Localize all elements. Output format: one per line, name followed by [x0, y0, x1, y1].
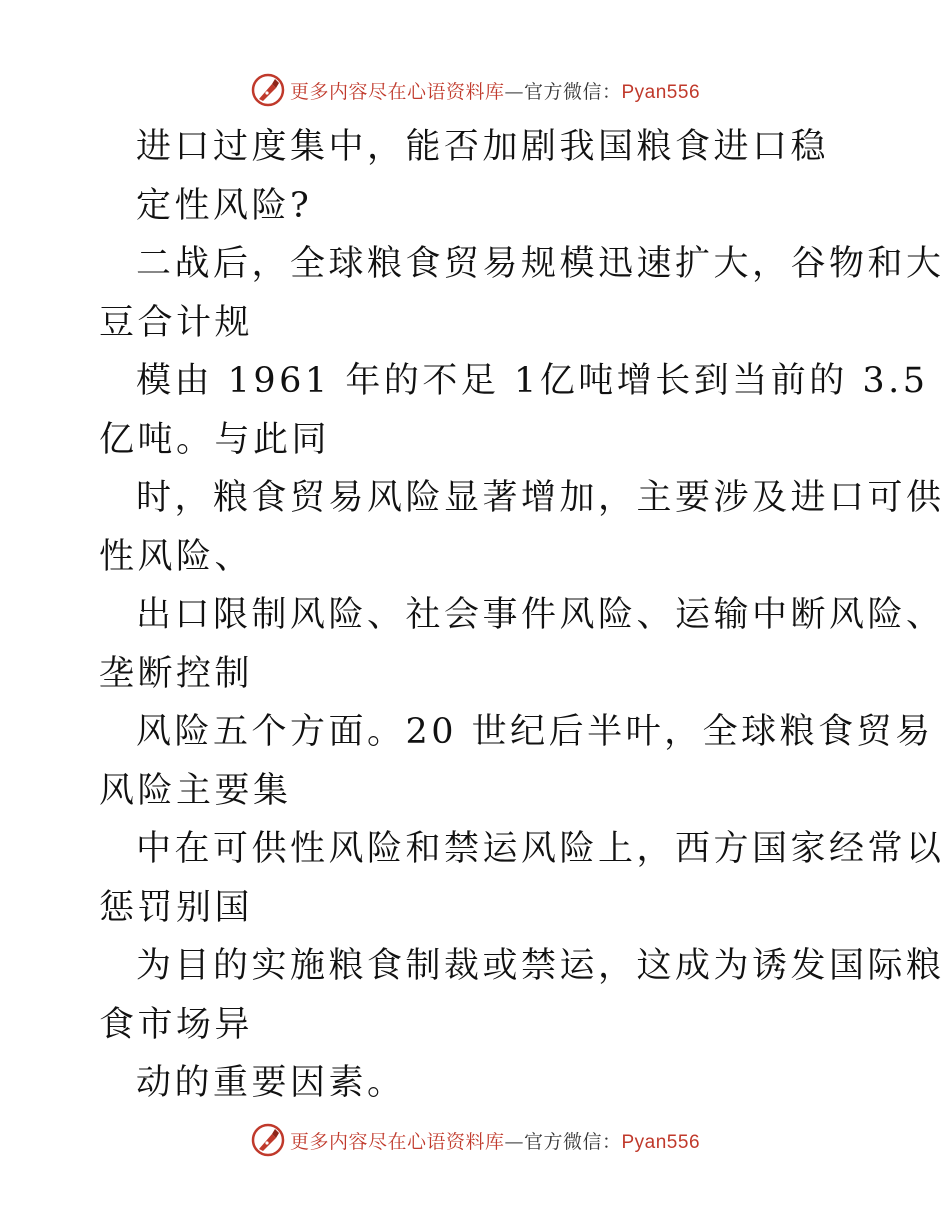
pen-logo-icon [250, 1122, 286, 1158]
text-line: 豆合计规 [99, 302, 254, 343]
text-line: 二战后，全球粮食贸易规模迅速扩大，谷物和大 [136, 244, 945, 284]
banner-separator: — [504, 1130, 524, 1153]
document-body [99, 118, 945, 1113]
text-line: 风险主要集 [99, 770, 292, 811]
banner-account-label: 官方微信： [523, 80, 622, 103]
text-line: 垄断控制 [99, 653, 254, 694]
pen-logo-icon [250, 72, 286, 108]
banner-site-text: 更多内容尽在心语资料库 [289, 80, 505, 103]
text-line: 惩罚别国 [99, 887, 254, 928]
header-banner [0, 70, 950, 110]
text-line: 进口过度集中，能否加剧我国粮食进口稳 [136, 127, 830, 167]
banner-separator: — [504, 80, 524, 103]
banner-account-id: Pyan556 [621, 81, 701, 103]
text-line: 动的重要因素。 [136, 1063, 406, 1103]
banner-text [290, 77, 700, 104]
footer-banner [0, 1120, 950, 1160]
banner-site-text: 更多内容尽在心语资料库 [289, 1130, 505, 1153]
text-line: 定性风险? [136, 185, 313, 226]
text-line: 中在可供性风险和禁运风险上，西方国家经常以 [136, 829, 945, 869]
text-line: 时，粮食贸易风险显著增加，主要涉及进口可供 [136, 478, 945, 518]
banner-account-id: Pyan556 [621, 1131, 701, 1153]
text-line: 为目的实施粮食制裁或禁运，这成为诱发国际粮 [136, 946, 945, 986]
text-line: 食市场异 [99, 1004, 254, 1045]
banner-text [290, 1127, 700, 1154]
text-line: 模由 1961 年的不足 1亿吨增长到当前的 3.5 [136, 361, 929, 401]
text-line: 风险五个方面。20 世纪后半叶，全球粮食贸易 [136, 712, 934, 752]
text-line: 亿吨。与此同 [99, 419, 331, 460]
text-line: 出口限制风险、社会事件风险、运输中断风险、 [136, 595, 945, 635]
text-line: 性风险、 [99, 536, 254, 577]
banner-account-label: 官方微信： [523, 1130, 622, 1153]
